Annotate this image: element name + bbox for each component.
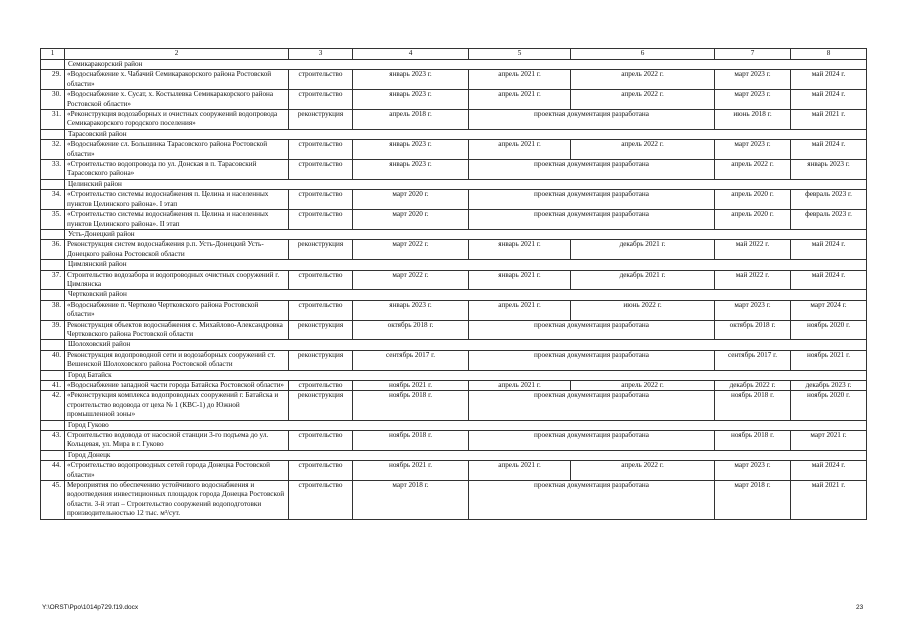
design-status: проектная документация разработана xyxy=(469,431,715,451)
header-cell: 1 xyxy=(41,49,65,60)
row-number: 32. xyxy=(41,140,65,160)
row-number: 39. xyxy=(41,320,65,340)
design-start: апрель 2021 г. xyxy=(469,90,571,110)
design-end: апрель 2022 г. xyxy=(571,70,715,90)
work-type: строительство xyxy=(289,210,353,230)
design-status: проектная документация разработана xyxy=(469,481,715,520)
design-end: декабрь 2021 г. xyxy=(571,240,715,260)
row-number: 30. xyxy=(41,90,65,110)
completion-date: ноябрь 2020 г. xyxy=(791,391,867,420)
completion-date: март 2024 г. xyxy=(791,300,867,320)
work-type: строительство xyxy=(289,160,353,180)
completion-date: февраль 2023 г. xyxy=(791,190,867,210)
design-start: январь 2021 г. xyxy=(469,270,571,290)
completion-date: ноябрь 2020 г. xyxy=(791,320,867,340)
construction-start: март 2023 г. xyxy=(715,461,791,481)
object-name: «Водоснабжение западной части города Батайска Ростовской области» xyxy=(65,381,289,391)
construction-start: март 2023 г. xyxy=(715,300,791,320)
table-row xyxy=(41,210,867,230)
work-type: строительство xyxy=(289,300,353,320)
construction-start: апрель 2020 г. xyxy=(715,210,791,230)
object-name: Реконструкция водопроводной сети и водозаборных сооружений ст. Вешенской Шолоховского района Ростовской области xyxy=(65,350,289,370)
object-name: «Реконструкция водозаборных и очистных сооружений водопровода Семикаракорского городского поселения» xyxy=(65,110,289,130)
design-start: апрель 2021 г. xyxy=(469,461,571,481)
construction-start: май 2022 г. xyxy=(715,270,791,290)
section-title: Усть-Донецкий район xyxy=(65,229,867,239)
construction-start: сентябрь 2017 г. xyxy=(715,350,791,370)
completion-date: май 2021 г. xyxy=(791,481,867,520)
table-row xyxy=(41,431,867,451)
file-path: Y:\ORST\Ppo\1014p729.f19.docx xyxy=(42,604,139,611)
design-start: апрель 2021 г. xyxy=(469,140,571,160)
table-row xyxy=(41,391,867,420)
start-date: ноябрь 2018 г. xyxy=(353,431,469,451)
start-date: март 2020 г. xyxy=(353,210,469,230)
start-date: январь 2023 г. xyxy=(353,70,469,90)
work-type: строительство xyxy=(289,70,353,90)
section-number-cell xyxy=(41,340,65,350)
construction-start: октябрь 2018 г. xyxy=(715,320,791,340)
object-name: «Водоснабжение х. Сусат, х. Костылевка Семикаракорского района Ростовской области» xyxy=(65,90,289,110)
start-date: март 2022 г. xyxy=(353,270,469,290)
work-type: строительство xyxy=(289,461,353,481)
section-row xyxy=(41,450,867,460)
table-row xyxy=(41,110,867,130)
construction-start: апрель 2020 г. xyxy=(715,190,791,210)
section-number-cell xyxy=(41,370,65,380)
design-status: проектная документация разработана xyxy=(469,160,715,180)
start-date: апрель 2018 г. xyxy=(353,110,469,130)
work-type: реконструкция xyxy=(289,320,353,340)
header-cell: 4 xyxy=(353,49,469,60)
work-type: строительство xyxy=(289,90,353,110)
object-name: «Строительство водопровода по ул. Донская в п. Тарасовский Тарасовского района» xyxy=(65,160,289,180)
table-row xyxy=(41,270,867,290)
design-end: апрель 2022 г. xyxy=(571,140,715,160)
start-date: сентябрь 2017 г. xyxy=(353,350,469,370)
completion-date: декабрь 2023 г. xyxy=(791,381,867,391)
section-row xyxy=(41,129,867,139)
section-number-cell xyxy=(41,229,65,239)
table-row xyxy=(41,140,867,160)
object-name: Мероприятия по обеспечению устойчивого водоснабжения и водоотведения инвестиционных площадок города Донецка Ростовской области. 3-й этап – Строительство сооружений водоподготовки производительностью 12 тыс. м³/сут. xyxy=(65,481,289,520)
start-date: январь 2023 г. xyxy=(353,90,469,110)
row-number: 35. xyxy=(41,210,65,230)
object-name: «Строительство системы водоснабжения п. Целина и населенных пунктов Целинского района». II этап xyxy=(65,210,289,230)
table-row xyxy=(41,320,867,340)
design-status: проектная документация разработана xyxy=(469,391,715,420)
work-type: реконструкция xyxy=(289,110,353,130)
section-number-cell xyxy=(41,129,65,139)
completion-date: май 2024 г. xyxy=(791,90,867,110)
object-name: «Строительство водопроводных сетей города Донецка Ростовской области» xyxy=(65,461,289,481)
object-name: «Строительство системы водоснабжения п. Целина и населенных пунктов Целинского района». I этап xyxy=(65,190,289,210)
design-end: апрель 2022 г. xyxy=(571,461,715,481)
completion-date: май 2021 г. xyxy=(791,110,867,130)
object-name: «Водоснабжение сл. Большинка Тарасовского района Ростовской области» xyxy=(65,140,289,160)
design-status: проектная документация разработана xyxy=(469,210,715,230)
table-row xyxy=(41,240,867,260)
design-start: апрель 2021 г. xyxy=(469,70,571,90)
row-number: 37. xyxy=(41,270,65,290)
section-number-cell xyxy=(41,450,65,460)
page-number: 23 xyxy=(856,604,864,611)
section-row xyxy=(41,179,867,189)
program-table xyxy=(40,48,867,520)
row-number: 41. xyxy=(41,381,65,391)
construction-start: июнь 2018 г. xyxy=(715,110,791,130)
header-cell: 2 xyxy=(65,49,289,60)
object-name: Строительство водозабора и водопроводных очистных сооружений г. Цимлянска xyxy=(65,270,289,290)
completion-date: май 2024 г. xyxy=(791,70,867,90)
completion-date: май 2024 г. xyxy=(791,140,867,160)
design-status: проектная документация разработана xyxy=(469,350,715,370)
section-title: Целинский район xyxy=(65,179,867,189)
construction-start: март 2023 г. xyxy=(715,90,791,110)
design-status: проектная документация разработана xyxy=(469,110,715,130)
design-start: апрель 2021 г. xyxy=(469,381,571,391)
construction-start: март 2018 г. xyxy=(715,481,791,520)
section-title: Город Батайск xyxy=(65,370,867,380)
row-number: 33. xyxy=(41,160,65,180)
start-date: март 2018 г. xyxy=(353,481,469,520)
section-row xyxy=(41,340,867,350)
start-date: март 2022 г. xyxy=(353,240,469,260)
header-cell: 8 xyxy=(791,49,867,60)
section-number-cell xyxy=(41,260,65,270)
object-name: «Водоснабжение х. Чабачий Семикаракорского района Ростовской области» xyxy=(65,70,289,90)
row-number: 31. xyxy=(41,110,65,130)
section-number-cell xyxy=(41,60,65,70)
start-date: январь 2023 г. xyxy=(353,140,469,160)
table-row xyxy=(41,160,867,180)
row-number: 44. xyxy=(41,461,65,481)
table-row xyxy=(41,350,867,370)
completion-date: март 2021 г. xyxy=(791,431,867,451)
section-number-cell xyxy=(41,420,65,430)
table-row xyxy=(41,190,867,210)
table-row xyxy=(41,381,867,391)
section-row xyxy=(41,60,867,70)
object-name: «Водоснабжение п. Чертково Чертковского района Ростовской области» xyxy=(65,300,289,320)
object-name: «Реконструкция комплекса водопроводных сооружений г. Батайска и строительство водовода от цеха № 1 (КВС-1) до Южной промышленной зоны» xyxy=(65,391,289,420)
row-number: 40. xyxy=(41,350,65,370)
section-row xyxy=(41,229,867,239)
start-date: ноябрь 2021 г. xyxy=(353,461,469,481)
construction-start: ноябрь 2018 г. xyxy=(715,391,791,420)
completion-date: май 2024 г. xyxy=(791,461,867,481)
section-row xyxy=(41,290,867,300)
row-number: 43. xyxy=(41,431,65,451)
object-name: Реконструкция систем водоснабжения р.п. Усть-Донецкий Усть-Донецкого района Ростовской области xyxy=(65,240,289,260)
section-number-cell xyxy=(41,179,65,189)
design-status: проектная документация разработана xyxy=(469,190,715,210)
row-number: 38. xyxy=(41,300,65,320)
row-number: 45. xyxy=(41,481,65,520)
section-title: Шолоховский район xyxy=(65,340,867,350)
completion-date: ноябрь 2021 г. xyxy=(791,350,867,370)
work-type: реконструкция xyxy=(289,240,353,260)
section-row xyxy=(41,370,867,380)
header-cell: 6 xyxy=(571,49,715,60)
row-number: 42. xyxy=(41,391,65,420)
table-row xyxy=(41,300,867,320)
design-end: июнь 2022 г. xyxy=(571,300,715,320)
construction-start: ноябрь 2018 г. xyxy=(715,431,791,451)
completion-date: май 2024 г. xyxy=(791,270,867,290)
table-row xyxy=(41,481,867,520)
object-name: Реконструкция объектов водоснабжения с. Михайлово-Александровка Чертковского района Ростовской области xyxy=(65,320,289,340)
header-cell: 5 xyxy=(469,49,571,60)
design-end: декабрь 2021 г. xyxy=(571,270,715,290)
construction-start: март 2023 г. xyxy=(715,70,791,90)
section-title: Семикаракорский район xyxy=(65,60,867,70)
start-date: ноябрь 2018 г. xyxy=(353,391,469,420)
start-date: март 2020 г. xyxy=(353,190,469,210)
work-type: строительство xyxy=(289,190,353,210)
start-date: январь 2023 г. xyxy=(353,160,469,180)
work-type: строительство xyxy=(289,140,353,160)
object-name: Строительство водовода от насосной станции 3-го подъема до ул. Кольцевая, ул. Мира в г. Гуково xyxy=(65,431,289,451)
construction-start: март 2023 г. xyxy=(715,140,791,160)
design-start: апрель 2021 г. xyxy=(469,300,571,320)
start-date: октябрь 2018 г. xyxy=(353,320,469,340)
design-end: апрель 2022 г. xyxy=(571,381,715,391)
section-title: Город Гуково xyxy=(65,420,867,430)
section-title: Чертковский район xyxy=(65,290,867,300)
row-number: 29. xyxy=(41,70,65,90)
design-start: январь 2021 г. xyxy=(469,240,571,260)
work-type: строительство xyxy=(289,481,353,520)
work-type: строительство xyxy=(289,381,353,391)
work-type: строительство xyxy=(289,270,353,290)
table-row xyxy=(41,70,867,90)
table-row xyxy=(41,90,867,110)
design-status: проектная документация разработана xyxy=(469,320,715,340)
construction-start: май 2022 г. xyxy=(715,240,791,260)
start-date: январь 2023 г. xyxy=(353,300,469,320)
row-number: 36. xyxy=(41,240,65,260)
construction-start: апрель 2022 г. xyxy=(715,160,791,180)
construction-start: декабрь 2022 г. xyxy=(715,381,791,391)
work-type: реконструкция xyxy=(289,350,353,370)
table-row xyxy=(41,461,867,481)
work-type: строительство xyxy=(289,431,353,451)
completion-date: январь 2023 г. xyxy=(791,160,867,180)
row-number: 34. xyxy=(41,190,65,210)
completion-date: май 2024 г. xyxy=(791,240,867,260)
start-date: ноябрь 2021 г. xyxy=(353,381,469,391)
header-cell: 7 xyxy=(715,49,791,60)
header-cell: 3 xyxy=(289,49,353,60)
header-row xyxy=(41,49,867,60)
section-row xyxy=(41,260,867,270)
design-end: апрель 2022 г. xyxy=(571,90,715,110)
completion-date: февраль 2023 г. xyxy=(791,210,867,230)
section-row xyxy=(41,420,867,430)
work-type: реконструкция xyxy=(289,391,353,420)
section-title: Город Донецк xyxy=(65,450,867,460)
section-number-cell xyxy=(41,290,65,300)
section-title: Тарасовский район xyxy=(65,129,867,139)
section-title: Цимлянский район xyxy=(65,260,867,270)
document-page xyxy=(40,48,866,520)
